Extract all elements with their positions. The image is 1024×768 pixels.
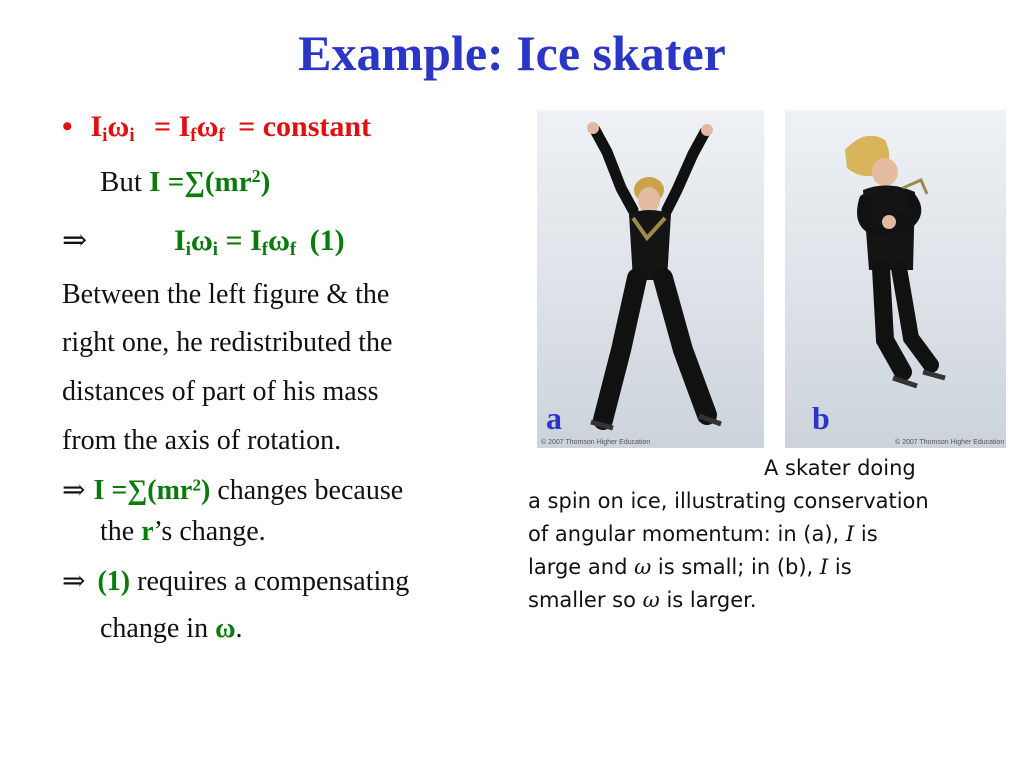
equation-1: [62, 224, 345, 261]
skater-photo-b: [785, 110, 1006, 448]
equals-I: = I: [146, 110, 191, 143]
subscript-i: i: [102, 125, 108, 147]
paragraph-line: from the axis of rotation.: [62, 425, 342, 456]
subscript-i: i: [212, 239, 218, 261]
moment-of-inertia-line: [100, 168, 270, 197]
r-change-line: [100, 518, 266, 546]
inertia-formula: I =∑(mr: [93, 475, 193, 506]
caption-text: large and: [528, 555, 635, 579]
caption-omega-symbol: ω: [642, 588, 660, 612]
requires-text: requires a compensating: [130, 566, 410, 597]
compensating-line: [62, 568, 409, 596]
figure-label-b: b: [812, 400, 830, 436]
inertia-formula: I =∑(mr: [149, 166, 252, 198]
paragraph-line: distances of part of his mass: [62, 376, 379, 407]
implies-icon: ⇒: [62, 566, 86, 597]
omega-symbol: ω: [190, 224, 213, 257]
closing-paren: ): [260, 166, 271, 198]
subscript-i: i: [129, 125, 135, 147]
caption-text: is: [828, 555, 852, 579]
paragraph-line: Between the left figure & the: [62, 279, 390, 310]
caption-line: [528, 584, 929, 617]
r-symbol: r: [141, 516, 154, 547]
caption-text: is small; in (b),: [651, 555, 820, 579]
closing-paren: ): [201, 475, 211, 506]
caption-line: a spin on ice, illustrating conservation: [528, 489, 929, 513]
caption-text: smaller so: [528, 588, 643, 612]
omega-symbol: ω: [196, 110, 219, 143]
but-word: But: [100, 166, 150, 198]
change-text: ’s change.: [153, 516, 266, 547]
subscript-i: i: [185, 239, 191, 261]
subscript-f: f: [289, 239, 297, 261]
omega-symbol: ω: [107, 110, 130, 143]
implies-icon: ⇒: [62, 475, 86, 506]
paragraph-line: right one, he redistributed the: [62, 327, 393, 358]
caption-text: of angular momentum: in (a),: [528, 522, 846, 546]
photo-credit: © 2007 Thomson Higher Education: [895, 439, 1005, 446]
caption-omega-symbol: ω: [634, 555, 652, 579]
skater-extended-figure: [537, 110, 764, 448]
bullet: •: [62, 110, 73, 143]
caption-line: [528, 551, 929, 584]
equals-I: = I: [217, 224, 262, 257]
I-symbol: I: [174, 224, 186, 257]
caption-line: [528, 518, 929, 551]
subscript-f: f: [190, 125, 197, 147]
changes-because-text: changes because: [210, 475, 404, 506]
change-in-text: change in: [100, 613, 216, 644]
photo-credit: © 2007 Thomson Higher Education: [541, 439, 651, 446]
implies-icon: ⇒: [62, 224, 88, 257]
omega-symbol: ω: [267, 224, 290, 257]
exponent: 2: [192, 475, 202, 495]
skater-photo-a: [537, 110, 764, 448]
caption-text: is larger.: [659, 588, 757, 612]
figure-label-a: a: [546, 400, 562, 436]
skater-compact-figure: [785, 110, 1006, 448]
caption-I-symbol: I: [819, 555, 829, 579]
equation-ref: (1): [97, 566, 131, 597]
slide-title: Example: Ice skater: [298, 25, 726, 81]
subscript-f: f: [218, 125, 225, 147]
caption-I-symbol: I: [845, 522, 855, 546]
I-symbol: I: [90, 110, 103, 143]
exponent: 2: [251, 166, 261, 187]
conservation-equation: [62, 110, 372, 147]
inertia-changes-line: [62, 477, 403, 505]
subscript-f: f: [261, 239, 268, 261]
period: .: [235, 613, 243, 644]
caption-text: is: [854, 522, 878, 546]
omega-change-line: [100, 615, 243, 643]
equals-constant: = constant: [230, 110, 372, 143]
the-word: the: [100, 516, 142, 547]
figure-caption: [528, 452, 929, 617]
omega-symbol: ω: [215, 613, 236, 644]
equation-number: (1): [302, 224, 345, 257]
caption-line: A skater doing: [764, 456, 916, 480]
